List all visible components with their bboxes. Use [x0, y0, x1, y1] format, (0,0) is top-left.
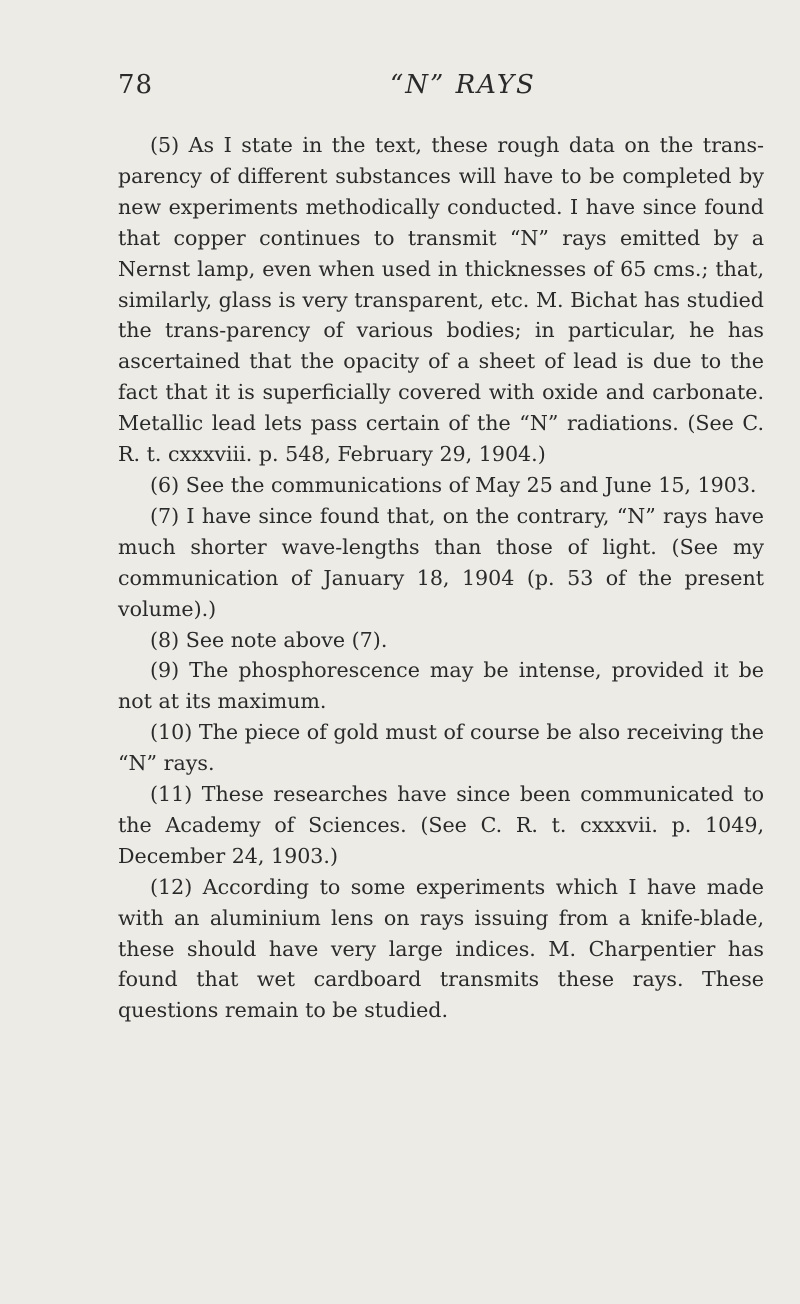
note-8: (8) See note above (7).: [150, 627, 388, 652]
running-head: [118, 70, 764, 106]
note-10: (10) The piece of gold must of course be also receiving the “N” rays.: [118, 720, 764, 776]
note-7: (7) I have since found that, on the contrary, “N” rays have much shorter wave-lengths than those of light. (See my communication of January 18, 1904 (p. 53 of the present volume).): [118, 503, 764, 621]
page-number: 78: [118, 70, 154, 100]
note-12: (12) According to some experiments which I have made with an aluminium lens on rays issuing from a knife-blade, these should have very large indices. M. Charpentier has found that wet cardboard transmits these rays. These questions remain to be studied.: [118, 874, 764, 1023]
note-6: (6) See the communications of May 25 and June 15, 1903.: [150, 472, 757, 497]
note-11: (11) These researches have since been communicated to the Academy of Sciences. (See C. R. t. cxxxvii. p. 1049, December 24, 1903.): [118, 782, 764, 868]
note-5: (5) As I state in the text, these rough data on the trans-parency of different substances will have to be completed by new experiments methodically conducted. I have since found that copper continues to transmit “N” rays emitted by a Nernst lamp, even when used in thicknesses of 65 cms.; that, similarly, glass is very transparent, etc. M. Bichat has studied the trans-parency of various bodies; in particular, he has ascertained that the opacity of a sheet of lead is due to the fact that it is superficially covered with oxide and carbonate. Metallic lead lets pass certain of the “N” radiations. (See C. R. t. cxxxviii. p. 548, February 29, 1904.): [118, 133, 764, 467]
note-9: (9) The phosphorescence may be intense, provided it be not at its maximum.: [118, 658, 764, 714]
running-title: “N” RAYS: [390, 70, 536, 100]
notes-body: [118, 130, 764, 1026]
